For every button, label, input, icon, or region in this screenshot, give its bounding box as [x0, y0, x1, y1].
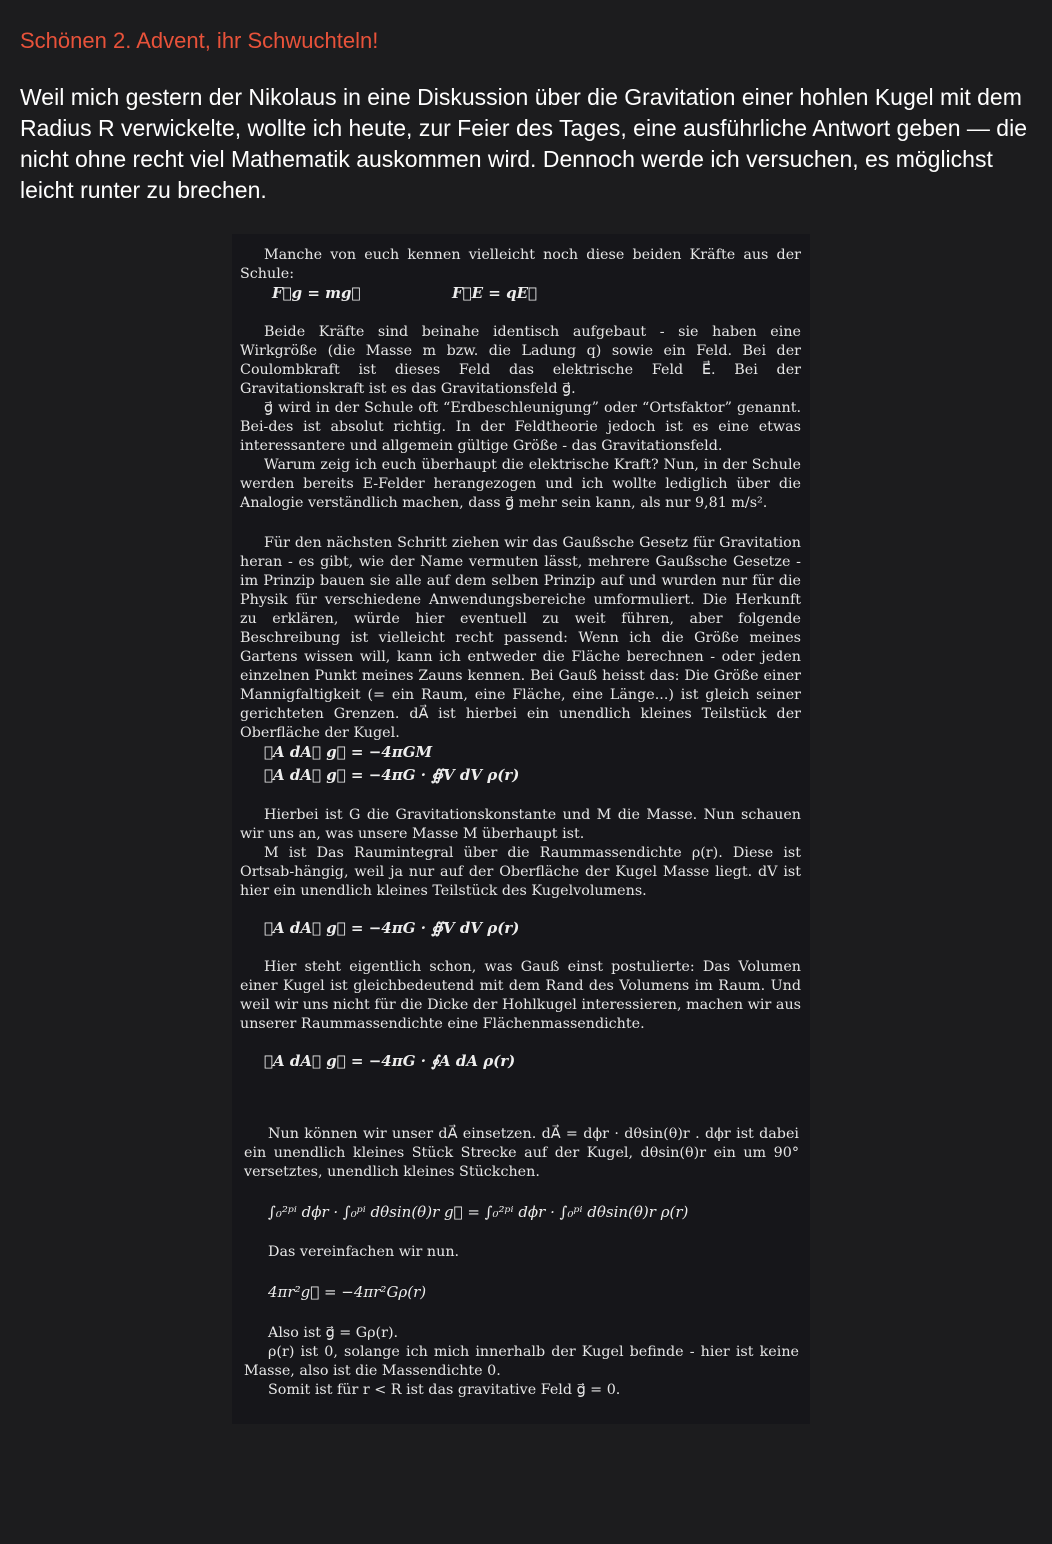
doc-paragraph-8: Hier steht eigentlich schon, was Gauß einst postulierte: Das Volumen einer Kugel ist gleichbedeutend mit dem Rand des Volumens im Raum. Und weil wir uns nicht für die Dicke der Hohlkugel interessieren, machen wir aus unserer Raummassendichte eine Flächenmassendichte. [240, 959, 801, 1032]
doc-paragraph-10: Das vereinfachen wir nun. [268, 1244, 460, 1260]
post-intro: Weil mich gestern der Nikolaus in eine Diskussion über die Gravitation einer hohlen Kugel mit dem Radius R verwickelte, wollte ich heute, zur Feier des Tages, eine ausführliche Antwort geben — die nicht ohne recht viel Mathematik auskommen wird. Dennoch werde ich versuchen, es möglichst leicht runter zu brechen. [20, 84, 1027, 203]
scanned-document [232, 234, 810, 1424]
doc-paragraph-4: Warum zeig ich euch überhaupt die elektrische Kraft? Nun, in der Schule werden bereits E-Felder herangezogen und ich wollte lediglich über die Analogie verständlich machen, dass g⃗ mehr sein kann, als nur 9,81 m/s². [240, 457, 801, 511]
equation-electric-force: F⃗E = qE⃗ [452, 284, 538, 302]
doc-paragraph-1: Manche von euch kennen vielleicht noch diese beiden Kräfte aus der Schule: [240, 247, 801, 282]
doc-paragraph-3: g⃗ wird in der Schule oft “Erdbeschleunigung” oder “Ortsfaktor” genannt. Bei-des ist absolut richtig. In der Feldtheorie jedoch ist es eine etwas interessantere und allgemein gültige Größe - das Gravitationsfeld. [240, 400, 801, 454]
doc-paragraph-2: Beide Kräfte sind beinahe identisch aufgebaut - sie haben eine Wirkgröße (die Masse m bzw. die Ladung q) sowie ein Feld. Bei der Coulombkraft ist dieses Feld das elektrische Feld E⃗. Bei der Gravitationskraft ist es das Gravitationsfeld g⃗. [240, 324, 801, 397]
equation-integral: ∫₀²ᵖⁱ dϕr · ∫₀ᵖⁱ dθsin(θ)r g⃗ = ∫₀²ᵖⁱ dϕr · ∫₀ᵖⁱ dθsin(θ)r ρ(r) [268, 1203, 689, 1221]
equation-gauss-4: ∮A dA⃗ g⃗ = −4πG · ∮A dA ρ(r) [264, 1052, 516, 1070]
equation-gravity-force: F⃗g = mg⃗ [272, 284, 361, 302]
doc-paragraph-6: Hierbei ist G die Gravitationskonstante und M die Masse. Nun schauen wir uns an, was unsere Masse M überhaupt ist. [240, 807, 801, 842]
doc-paragraph-11: Also ist g⃗ = Gρ(r). [268, 1325, 399, 1341]
doc-paragraph-13: Somit ist für r < R ist das gravitative Feld g⃗ = 0. [268, 1382, 621, 1398]
doc-paragraph-5: Für den nächsten Schritt ziehen wir das Gaußsche Gesetz für Gravitation heran - es gibt, wie der Name vermuten lässt, mehrere Gaußsche Gesetze - im Prinzip bauen sie alle auf dem selben Prinzip auf und wurden nur für die Physik für verschiedene Anwendungsbereiche umformuliert. Die Herkunft zu erklären, würde hier eventuell zu weit führen, aber folgende Beschreibung ist vielleicht recht passend: Wenn ich die Größe meines Gartens wissen will, kann ich entweder die Fläche berechnen - oder jeden einzelnen Punkt meines Zauns kennen. Bei Gauß heisst das: Die Größe einer Mannigfaltigkeit (= ein Raum, eine Fläche, eine Länge...) ist gleich seiner gerichteten Grenzen. dA⃗ ist hierbei ein unendlich kleines Teilstück der Oberfläche der Kugel. [240, 535, 801, 741]
doc-paragraph-9: Nun können wir unser dA⃗ einsetzen. dA⃗ = dϕr · dθsin(θ)r . dϕr ist dabei ein unendlich kleines Stück Strecke auf der Kugel, dθsin(θ)r ein um 90° versetztes, unendlich kleines Stückchen. [244, 1126, 799, 1180]
doc-paragraph-12: ρ(r) ist 0, solange ich mich innerhalb der Kugel befinde - hier ist keine Masse, also ist die Massendichte 0. [244, 1344, 799, 1379]
doc-paragraph-7: M ist Das Raumintegral über die Raummassendichte ρ(r). Diese ist Ortsab-hängig, weil ja nur auf der Oberfläche der Kugel Masse liegt. dV ist hier ein unendlich kleines Teilstück des Kugelvolumens. [240, 845, 801, 899]
equation-gauss-2: ∮A dA⃗ g⃗ = −4πG · ∯V dV ρ(r) [264, 766, 520, 784]
doc-paragraph-group-3 [244, 1324, 799, 1400]
doc-paragraph-group-1 [240, 323, 801, 513]
equation-simplified: 4πr²g⃗ = −4πr²Gρ(r) [268, 1283, 427, 1301]
post-title: Schönen 2. Advent, ihr Schwuchteln! [20, 28, 379, 53]
doc-paragraph-group-2 [240, 806, 801, 901]
equation-gauss-1: ∮A dA⃗ g⃗ = −4πGM [264, 743, 433, 761]
equation-gauss-3: ∮A dA⃗ g⃗ = −4πG · ∯V dV ρ(r) [264, 919, 520, 937]
